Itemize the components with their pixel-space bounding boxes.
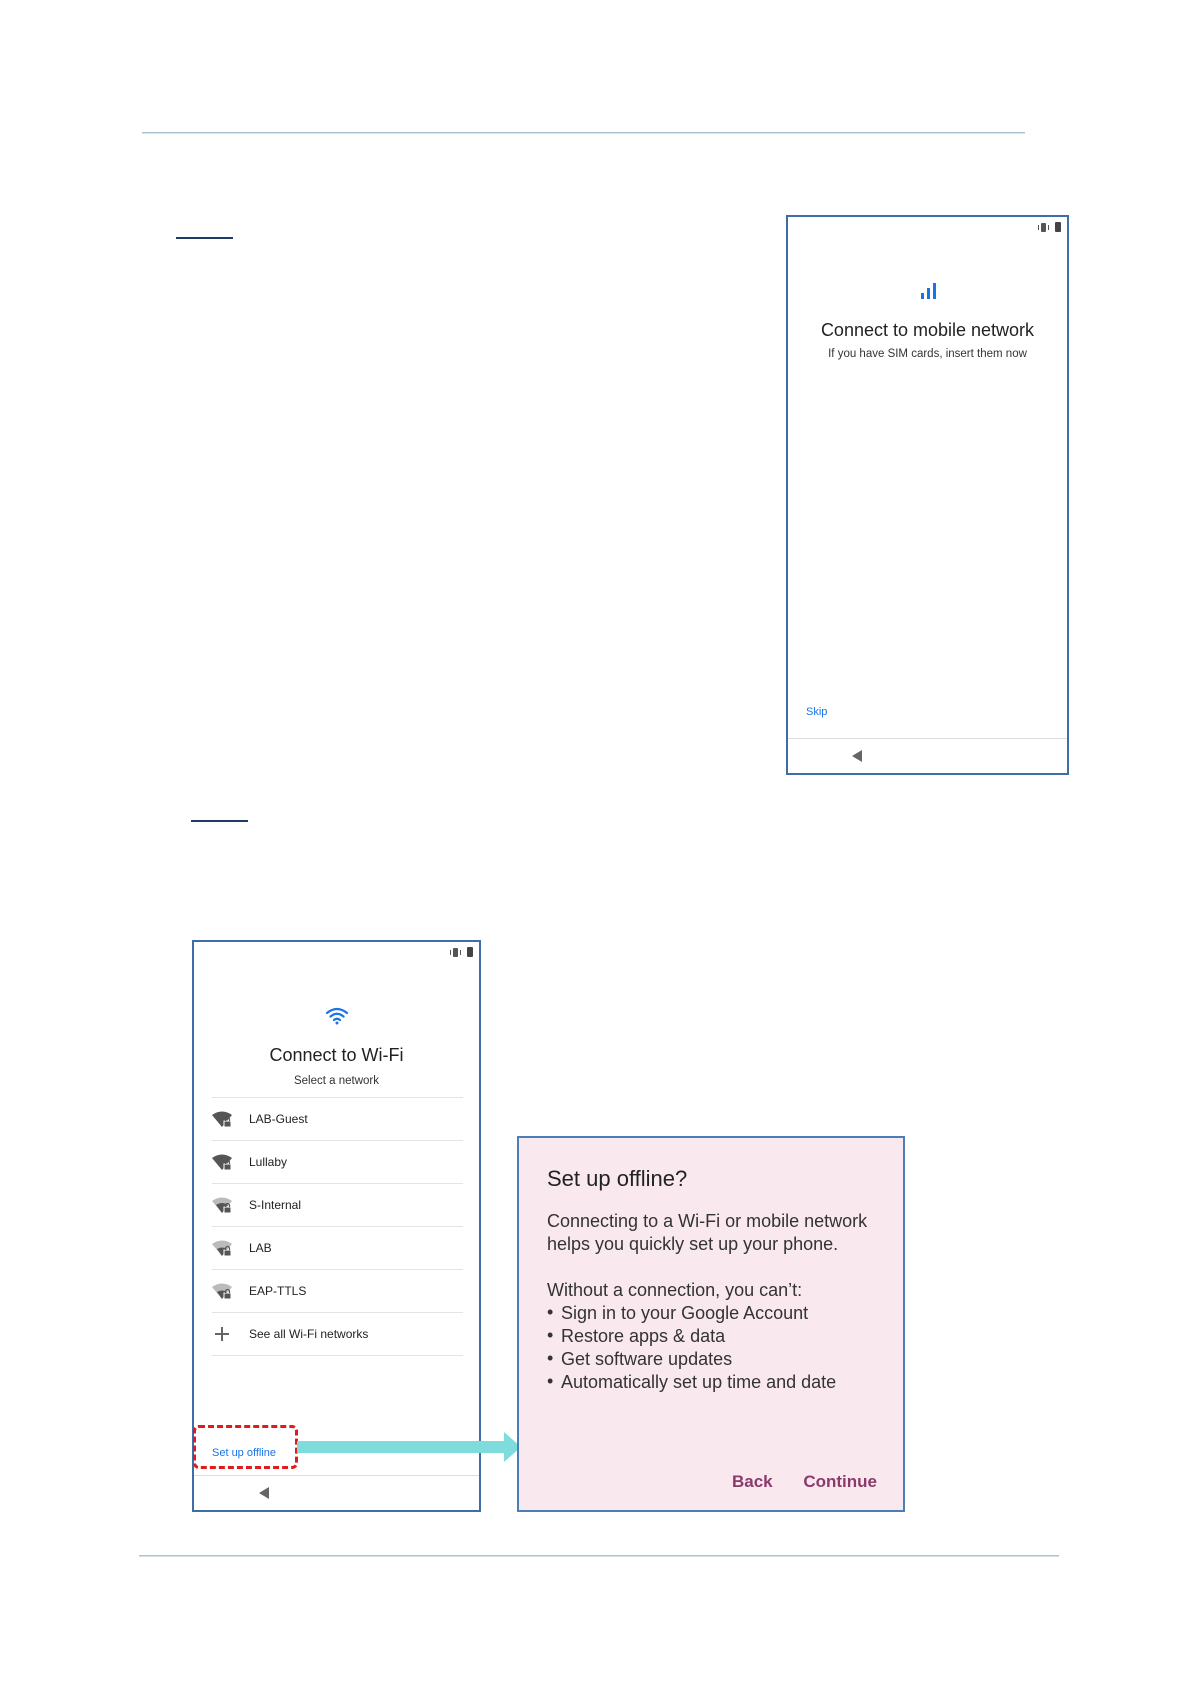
wifi-subtitle: Select a network: [293, 1075, 379, 1087]
network-row-lab-guest[interactable]: [212, 1097, 463, 1140]
battery-icon: [1055, 222, 1061, 232]
network-name: Lullaby: [249, 1155, 288, 1169]
network-list: [212, 1097, 463, 1356]
wifi-icon: [325, 1007, 349, 1025]
mobile-network-title: Connect to mobile network: [820, 320, 1035, 340]
bullet-item: • Restore apps & data: [547, 1325, 879, 1348]
dialog-title: Set up offline?: [547, 1166, 688, 1191]
see-all-networks-label: See all Wi-Fi networks: [249, 1327, 369, 1341]
bullet-item: • Get software updates: [547, 1348, 879, 1371]
dialog-bullet-list: [547, 1302, 879, 1394]
step-marker-1: [176, 237, 233, 239]
network-name: LAB-Guest: [249, 1112, 308, 1126]
network-row-s-internal[interactable]: [212, 1183, 463, 1226]
wifi-title: Connect to Wi-Fi: [269, 1045, 404, 1065]
continue-button[interactable]: Continue: [803, 1472, 877, 1491]
network-row-eap-ttls[interactable]: [212, 1269, 463, 1312]
header-rule: [142, 132, 1025, 134]
mobile-network-screen: [786, 215, 1069, 775]
offline-highlight-box: [193, 1425, 298, 1469]
back-nav-icon[interactable]: [852, 750, 862, 762]
set-up-offline-button[interactable]: Set up offline: [212, 1447, 277, 1459]
network-name: EAP-TTLS: [249, 1284, 307, 1298]
see-all-networks-row[interactable]: [212, 1312, 463, 1356]
navigation-bar: [194, 1475, 479, 1510]
plus-icon: [215, 1327, 229, 1341]
status-bar: [1038, 222, 1061, 232]
signal-bars-icon: [919, 282, 939, 300]
callout-arrow: [297, 1430, 523, 1464]
dialog-intro: Connecting to a Wi-Fi or mobile network helps you quickly set up your phone.: [547, 1211, 868, 1254]
skip-button[interactable]: Skip: [806, 706, 828, 718]
dialog-lead: Without a connection, you can’t:: [547, 1280, 803, 1300]
footer-rule: [139, 1555, 1059, 1557]
network-row-lullaby[interactable]: [212, 1140, 463, 1183]
bullet-item: • Automatically set up time and date: [547, 1371, 879, 1394]
wifi-lock-icon: [212, 1154, 232, 1172]
network-name: S-Internal: [249, 1198, 302, 1212]
wifi-lock-icon: [212, 1283, 232, 1301]
wifi-lock-icon: [212, 1111, 232, 1129]
dialog-body: [547, 1210, 879, 1394]
step-marker-2: [191, 820, 248, 822]
network-name: LAB: [249, 1241, 272, 1255]
status-bar: [450, 947, 473, 957]
bullet-item: • Sign in to your Google Account: [547, 1302, 879, 1325]
back-button[interactable]: Back: [732, 1472, 773, 1491]
navigation-bar: [788, 738, 1067, 773]
wifi-lock-icon: [212, 1197, 232, 1215]
network-row-lab[interactable]: [212, 1226, 463, 1269]
battery-icon: [467, 947, 473, 957]
back-nav-icon[interactable]: [259, 1487, 269, 1499]
mobile-network-subtitle: If you have SIM cards, insert them now: [828, 348, 1027, 360]
wifi-lock-icon: [212, 1240, 232, 1258]
vibrate-icon: [450, 948, 461, 957]
vibrate-icon: [1038, 223, 1049, 232]
setup-offline-dialog: [517, 1136, 905, 1512]
